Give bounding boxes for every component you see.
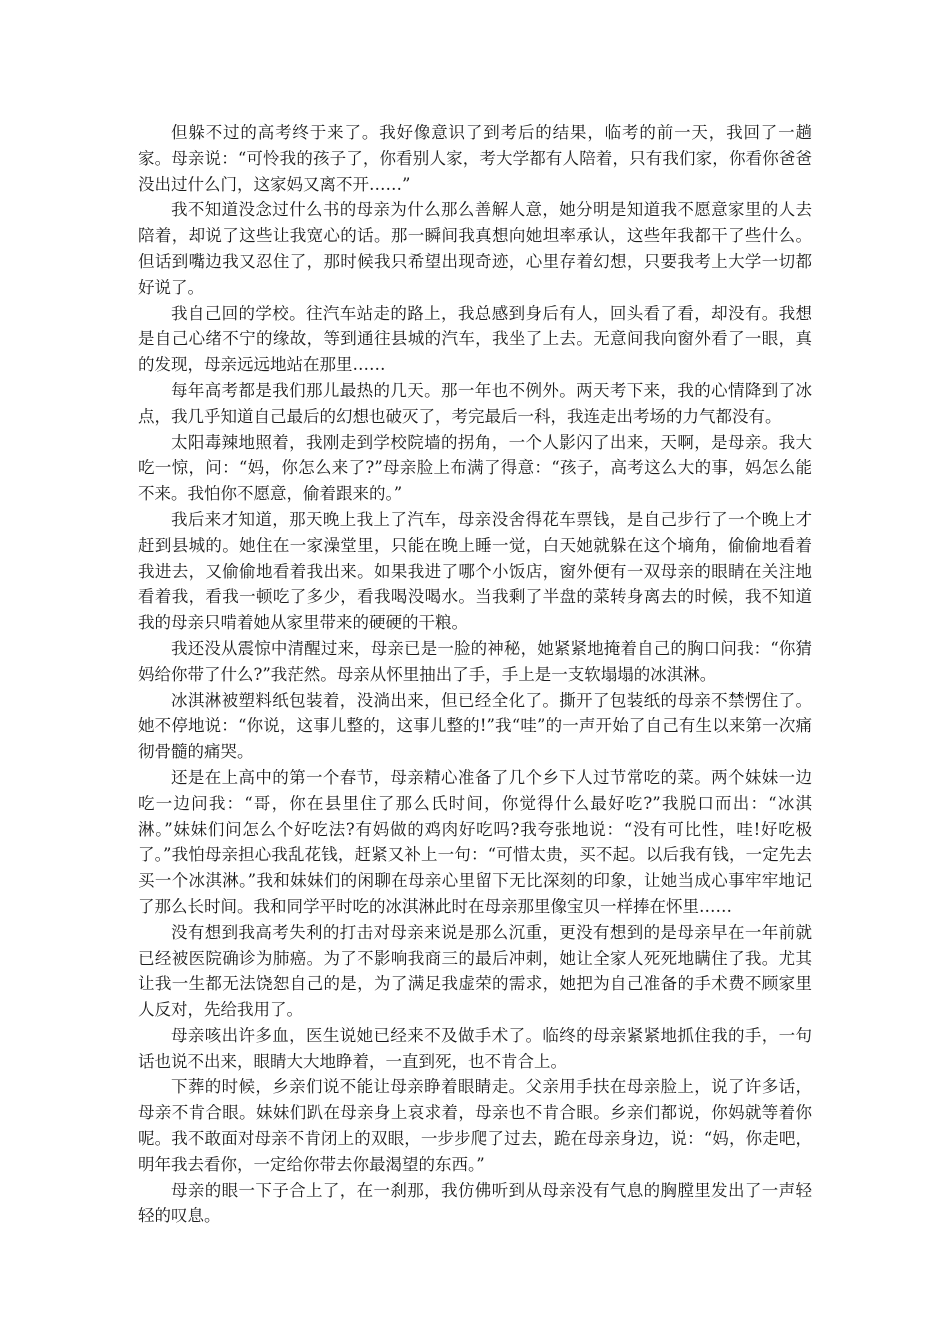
paragraph: 太阳毒辣地照着，我刚走到学校院墙的拐角，一个人影闪了出来，天啊，是母亲。我大吃一惊，问：“妈，你怎么来了?”母亲脸上布满了得意：“孩子，高考这么大的事，妈怎么能不来。我怕你不愿意，偷着跟来的。”: [138, 432, 812, 504]
paragraph: 每年高考都是我们那儿最热的几天。那一年也不例外。两天考下来，我的心情降到了冰点，我几乎知道自己最后的幻想也破灭了，考完最后一科，我连走出考场的力气都没有。: [138, 380, 812, 426]
paragraph: 母亲的眼一下子合上了，在一刹那，我仿佛听到从母亲没有气息的胸膛里发出了一声轻轻的叹息。: [138, 1180, 812, 1226]
paragraph: 我不知道没念过什么书的母亲为什么那么善解人意，她分明是知道我不愿意家里的人去陪着，却说了这些让我宽心的话。那一瞬间我真想向她坦率承认，这些年我都干了些什么。但话到嘴边我又忍住了，那时候我只希望出现奇迹，心里存着幻想，只要我考上大学一切都好说了。: [138, 200, 812, 297]
paragraph: 没有想到我高考失利的打击对母亲来说是那么沉重，更没有想到的是母亲早在一年前就已经被医院确诊为肺癌。为了不影响我商三的最后冲刺，她让全家人死死地瞒住了我。尤其让我一生都无法饶恕自己的是，为了满足我虚荣的需求，她把为自己准备的手术费不顾家里人反对，先给我用了。: [138, 922, 812, 1020]
paragraph: 还是在上高中的第一个春节，母亲精心准备了几个乡下人过节常吃的菜。两个妹妹一边吃一边问我：“哥，你在县里住了那么氏时间，你觉得什么最好吃?”我脱口而出：“冰淇淋。”妹妹们问怎么个好吃法?有妈做的鸡肉好吃吗?我夸张地说：“没有可比性，哇!好吃极了。”我怕母亲担心我乱花钱，赶紧又补上一句：“可惜太贵，买不起。以后我有钱，一定先去买一个冰淇淋。”我和妹妹们的闲聊在母亲心里留下无比深刻的印象，让她当成心事牢牢地记了那么长时间。我和同学平时吃的冰淇淋此时在母亲那里像宝贝一样捧在怀里……: [138, 767, 812, 916]
paragraph: 冰淇淋被塑料纸包装着，没淌出来，但已经全化了。撕开了包装纸的母亲不禁愣住了。她不停地说：“你说，这事儿整的，这事儿整的!”我“哇”的一声开始了自己有生以来第一次痛彻骨髓的痛哭。: [138, 690, 812, 762]
document-body: [138, 120, 812, 1229]
paragraph: 我还没从震惊中清醒过来，母亲已是一脸的神秘，她紧紧地掩着自己的胸口问我：“你猜妈给你带了什么?”我茫然。母亲从怀里抽出了手，手上是一支软塌塌的冰淇淋。: [138, 638, 812, 684]
paragraph: 下葬的时候，乡亲们说不能让母亲睁着眼睛走。父亲用手扶在母亲脸上，说了许多话，母亲不肯合眼。妹妹们趴在母亲身上哀求着，母亲也不肯合眼。乡亲们都说，你妈就等着你呢。我不敢面对母亲不肯闭上的双眼，一步步爬了过去，跪在母亲身边，说：“妈，你走吧，明年我去看你，一定给你带去你最渴望的东西。”: [138, 1077, 812, 1174]
paragraph: 但躲不过的高考终于来了。我好像意识了到考后的结果，临考的前一天，我回了一趟家。母亲说：“可怜我的孩子了，你看别人家，考大学都有人陪着，只有我们家，你看你爸爸没出过什么门，这家妈又离不开……”: [138, 123, 812, 194]
paragraph: 母亲咳出许多血，医生说她已经来不及做手术了。临终的母亲紧紧地抓住我的手，一句话也说不出来，眼睛大大地睁着，一直到死，也不肯合上。: [138, 1025, 812, 1071]
paragraph: 我后来才知道，那天晚上我上了汽车，母亲没舍得花车票钱，是自己步行了一个晚上才赶到县城的。她住在一家澡堂里，只能在晚上睡一觉，白天她就躲在这个墒角，偷偷地看着我进去，又偷偷地看着我出来。如果我进了哪个小饭店，窗外便有一双母亲的眼睛在关注地看着我，看我一顿吃了多少，看我喝没喝水。当我剩了半盘的菜转身离去的时候，我不知道我的母亲只啃着她从家里带来的硬硬的干粮。: [138, 509, 812, 633]
paragraph: 我自己回的学校。往汽车站走的路上，我总感到身后有人，回头看了看，却没有。我想是自己心绪不宁的缘故，等到通往县城的汽车，我坐了上去。无意间我向窗外看了一眼，真的发现，母亲远远地站在那里……: [138, 303, 812, 375]
